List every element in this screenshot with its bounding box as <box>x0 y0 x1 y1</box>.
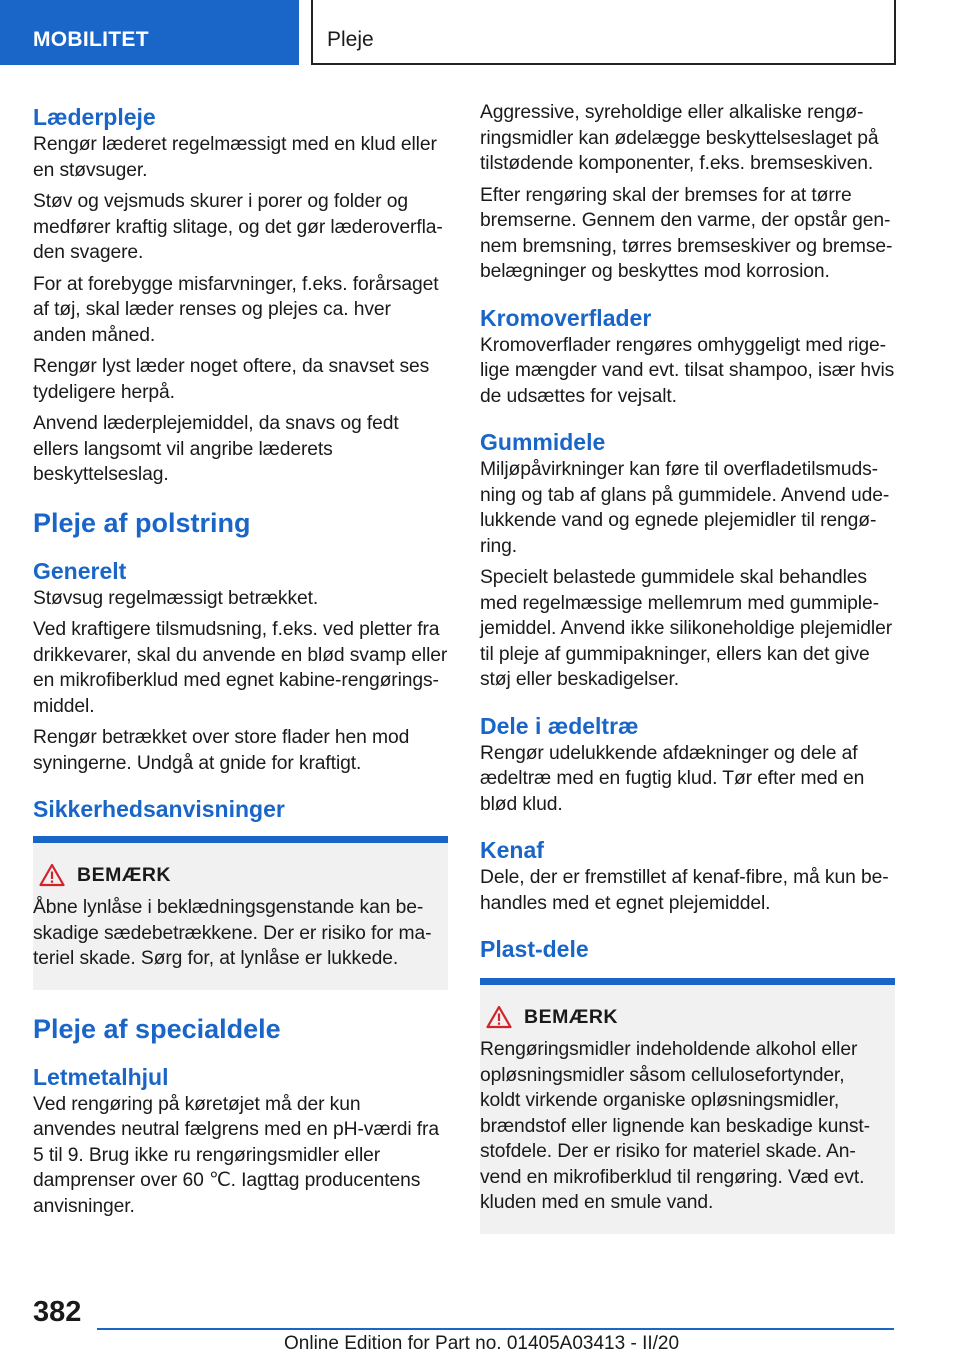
paragraph: Rengør betrækket over store flader hen mod syningerne. Undgå at gnide for kraftigt. <box>33 727 410 774</box>
note-label: BEMÆRK <box>524 1005 618 1028</box>
paragraph: Rengør læderet regelmæssigt med en klud eller en støvsuger. <box>33 134 437 181</box>
warning-icon <box>486 1005 512 1029</box>
paragraph: Rengør lyst læder noget oftere, da snavset ses tydeligere herpå. <box>33 356 430 403</box>
heading-dele-i-aedeltrae: Dele i ædeltræ <box>480 712 639 739</box>
note-text: Rengøringsmidler indeholdende alkohol eller opløsningsmidler såsom cellulosefortynder, koldt virkende organiske opløsningsmidler, brændstof eller lignende kan beskadige kunststofdele. Der er risiko for materiel skade. Anvend en mikrofiberklud til rengøring. Væd evt. kluden med en smule vand. <box>480 1039 871 1213</box>
paragraph: Dele, der er fremstillet af kenaf-fibre, må kun behandles med et egnet plejemiddel. <box>480 867 889 914</box>
page-number: 382 <box>33 1296 82 1328</box>
heading-sikkerhedsanvisninger: Sikkerhedsanvisninger <box>33 796 285 822</box>
heading-laederpleje: Læderpleje <box>33 104 156 130</box>
heading-pleje-af-specialdele: Pleje af specialdele <box>33 1013 281 1044</box>
paragraph: Kromoverflader rengøres omhyggeligt med rigelige mængder vand evt. tilsat shampoo, især hvis de udsættes for vejsalt. <box>480 334 895 407</box>
paragraph: Støvsug regelmæssigt betrækket. <box>33 587 319 609</box>
paragraph: For at forebygge misfarvninger, f.eks. forårsaget af tøj, skal læder renses og plejes ca. hver anden måned. <box>33 273 439 346</box>
section-tab: MOBILITET <box>0 0 299 65</box>
page-header-title: Pleje <box>311 0 896 65</box>
heading-generelt: Generelt <box>33 557 127 584</box>
note-box <box>480 978 895 1234</box>
paragraph: Miljøpåvirkninger kan føre til overfladetilsmudsning og tab af glans på gummidele. Anvend udelukkende vand og egnede plejemidler til rengøring. <box>480 459 890 557</box>
footer-edition: Online Edition for Part no. 01405A03413 - II/20 <box>284 1333 680 1354</box>
note-label: BEMÆRK <box>77 863 171 886</box>
paragraph: Ved kraftigere tilsmudsning, f.eks. ved pletter fra drikkevarer, skal du anvende en blød svamp eller en mikrofiberklud med egnet kabine-rengøringsmiddel. <box>33 619 448 717</box>
heading-letmetalhjul: Letmetalhjul <box>33 1063 169 1090</box>
heading-kromoverflader: Kromoverflader <box>480 304 652 331</box>
paragraph: Aggressive, syreholdige eller alkaliske rengøringsmidler kan ødelægge beskyttelseslaget på tilstødende komponenter, f.eks. bremseskiven. <box>480 102 879 174</box>
paragraph: Ved rengøring på køretøjet må der kun anvendes neutral fælgrens med en pH-værdi fra 5 til 9. Brug ikke ru rengøringsmidler eller damprenser over 60 ℃. Iagttag producentens anvisninger. <box>33 1093 439 1217</box>
warning-icon <box>39 863 65 887</box>
heading-plast-dele: Plast-dele <box>480 936 589 962</box>
footer-divider <box>97 1328 894 1330</box>
left-column <box>33 100 448 1225</box>
paragraph: Rengør udelukkende afdækninger og dele af ædeltræ med en fugtig klud. Tør efter med en blød klud. <box>480 742 865 815</box>
heading-gummidele: Gummidele <box>480 429 606 455</box>
note-text: Åbne lynlåse i beklædningsgenstande kan beskadige sædebetrækkene. Der er risiko for materiel skade. Sørg for, at lynlåse er lukkede. <box>33 897 432 969</box>
note-header <box>39 863 436 887</box>
heading-pleje-af-polstring: Pleje af polstring <box>33 507 251 538</box>
heading-kenaf: Kenaf <box>480 837 544 863</box>
note-box <box>33 836 448 990</box>
paragraph: Støv og vejsmuds skurer i porer og folder og medfører kraftig slitage, og det gør læderoverfladen svagere. <box>33 191 443 263</box>
note-header <box>486 1005 883 1029</box>
paragraph: Specielt belastede gummidele skal behandles med regelmæssige mellemrum med gummiplejemiddel. Anvend ikke silikoneholdige plejemidler til pleje af gummipakninger, ellers kan det give støj eller beskadigelser. <box>480 567 893 690</box>
right-column <box>480 100 895 1234</box>
paragraph: Efter rengøring skal der bremses for at tørre bremserne. Gennem den varme, der opstår gennem bremsning, tørres bremseskiver og bremsebelægninger og beskyttes mod korrosion. <box>480 184 893 282</box>
paragraph: Anvend læderplejemiddel, da snavs og fedt ellers langsomt vil angribe læderets beskyttelseslag. <box>33 413 399 485</box>
